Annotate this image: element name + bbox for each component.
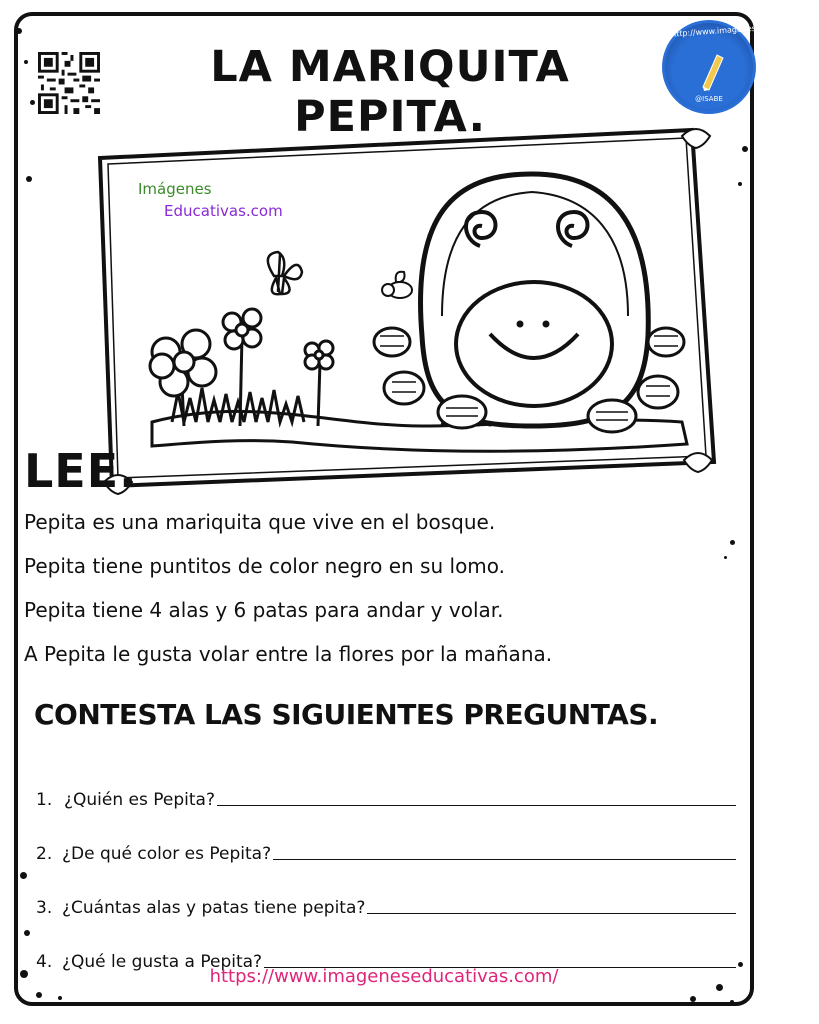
question-item — [36, 864, 736, 918]
question-number: 3. — [36, 898, 53, 918]
question-item — [36, 756, 736, 810]
question-text: ¿De qué color es Pepita? — [62, 844, 272, 864]
decorative-dot — [738, 182, 742, 186]
site-logo-badge — [662, 19, 819, 114]
questions-list — [36, 756, 736, 972]
question-number: 4. — [36, 952, 53, 972]
answer-line[interactable] — [273, 858, 736, 860]
question-text: ¿Qué le gusta a Pepita? — [62, 952, 263, 972]
logo-sub-text: @ISABE — [695, 95, 723, 103]
decorative-dot — [24, 930, 30, 936]
decorative-dot — [58, 996, 62, 1000]
reading-line: A Pepita le gusta volar entre la flores por la mañana. — [24, 642, 553, 666]
decorative-dot — [690, 996, 696, 1002]
decorative-dot — [730, 1000, 734, 1004]
decorative-dot — [26, 176, 32, 182]
question-number: 2. — [36, 844, 53, 864]
ladybug-illustration — [92, 126, 722, 492]
answer-line[interactable] — [367, 912, 736, 914]
page-title: LA MARIQUITA PEPITA. — [210, 42, 570, 142]
footer-url-link[interactable]: https://www.imageneseducativas.com/ — [209, 966, 559, 987]
reading-line: Pepita tiene 4 alas y 6 patas para andar y volar. — [24, 598, 504, 622]
qr-code[interactable] — [38, 52, 100, 114]
decorative-dot — [30, 100, 35, 105]
question-number: 1. — [36, 790, 53, 810]
answer-line[interactable] — [217, 804, 736, 806]
questions-heading: CONTESTA LAS SIGUIENTES PREGUNTAS. — [34, 698, 659, 731]
decorative-dot — [16, 28, 22, 34]
reading-line: Pepita es una mariquita que vive en el bosque. — [24, 510, 496, 534]
question-item — [36, 810, 736, 864]
decorative-dot — [36, 992, 42, 998]
question-text: ¿Quién es Pepita? — [64, 790, 215, 810]
illustration-logo-line2: Educativas.com — [164, 202, 283, 220]
question-item — [36, 918, 736, 972]
decorative-dot — [20, 872, 27, 879]
read-label: LEE. — [24, 444, 138, 498]
decorative-dot — [24, 60, 28, 64]
question-text: ¿Cuántas alas y patas tiene pepita? — [62, 898, 366, 918]
reading-line: Pepita tiene puntitos de color negro en su lomo. — [24, 554, 506, 578]
logo-url-text: http://www.imageneseducativas.com — [670, 19, 819, 39]
pencil-icon — [697, 51, 725, 91]
illustration-logo-line1: Imágenes — [138, 180, 212, 198]
reading-passage — [24, 506, 744, 682]
decorative-dot — [742, 146, 748, 152]
